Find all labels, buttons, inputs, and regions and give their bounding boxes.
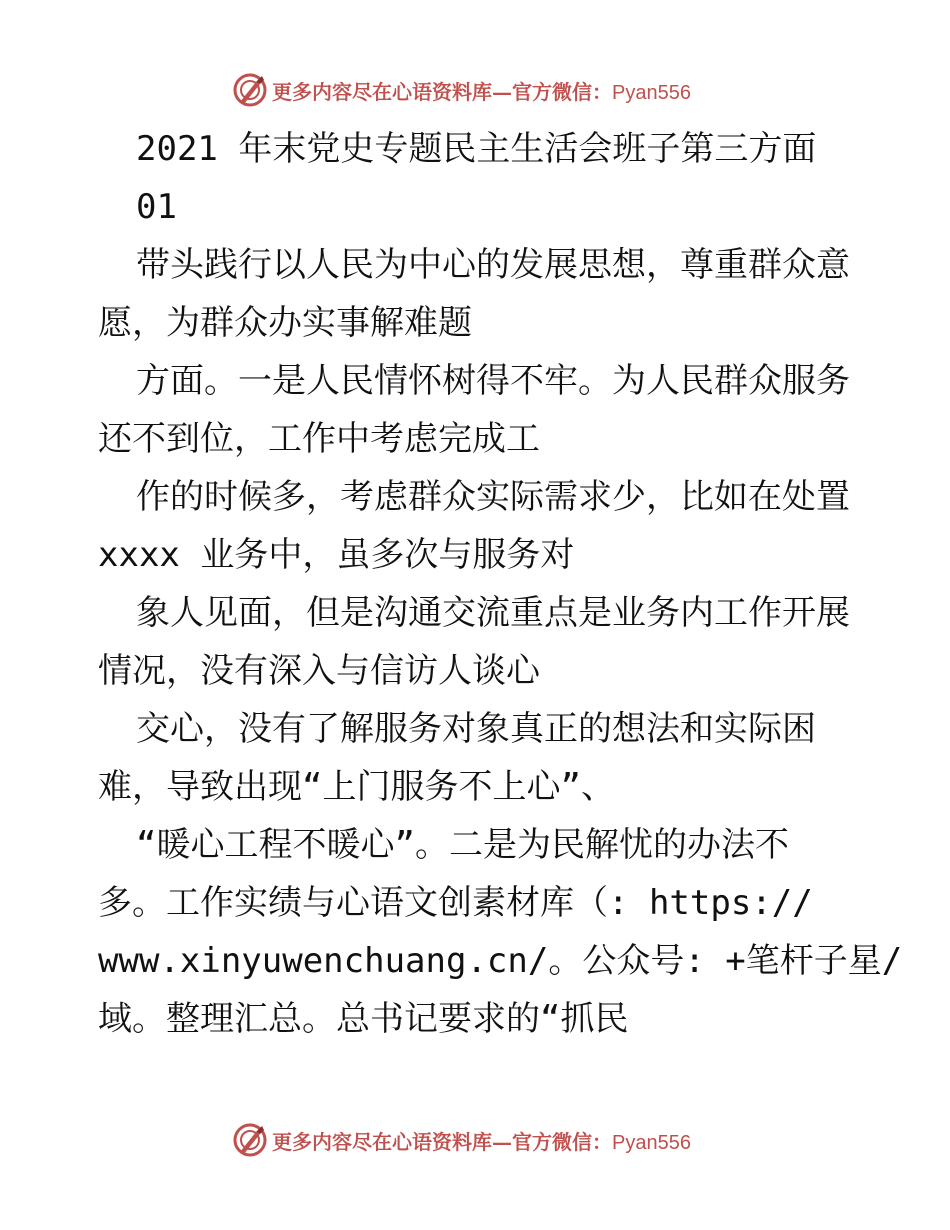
text-line: 域。整理汇总。总书记要求的“抓民	[98, 999, 629, 1039]
text-line: 带头践行以人民为中心的发展思想，尊重群众意	[136, 245, 850, 285]
footer-banner-label: 更多内容尽在心语资料库—官方微信：	[272, 1129, 612, 1154]
footer-banner-text	[272, 1126, 691, 1155]
text-line: 情况，没有深入与信访人谈心	[98, 651, 540, 691]
header-wechat-id: Pyan556	[612, 81, 691, 104]
text-line: 方面。一是人民情怀树得不牢。为人民群众服务	[136, 361, 850, 401]
document-body	[98, 120, 903, 1048]
pen-logo-icon	[232, 72, 268, 108]
header-banner-text	[272, 76, 691, 105]
text-line: 作的时候多，考虑群众实际需求少，比如在处置	[136, 477, 850, 517]
text-line: 交心，没有了解服务对象真正的想法和实际困	[136, 709, 816, 749]
text-line: “暖心工程不暖心”。二是为民解忧的办法不	[136, 825, 789, 865]
text-line: 愿，为群众办实事解难题	[98, 303, 472, 343]
header-banner-label: 更多内容尽在心语资料库—官方微信：	[272, 79, 612, 104]
text-line: xxxx 业务中，虽多次与服务对	[98, 535, 575, 575]
text-line: 2021 年末党史专题民主生活会班子第三方面	[136, 129, 817, 169]
text-line: 多。工作实绩与心语文创素材库（: https://	[98, 883, 813, 923]
text-line: 象人见面，但是沟通交流重点是业务内工作开展	[136, 593, 850, 633]
footer-wechat-id: Pyan556	[612, 1131, 691, 1154]
text-line: 难，导致出现“上门服务不上心”、	[98, 767, 615, 807]
footer-banner[interactable]	[232, 1120, 691, 1160]
pen-logo-icon	[232, 1122, 268, 1158]
text-line: 还不到位，工作中考虑完成工	[98, 419, 540, 459]
text-line: www.xinyuwenchuang.cn/。公众号: +笔杆子星/	[98, 941, 903, 981]
header-banner[interactable]	[232, 70, 691, 110]
text-line: 01	[136, 187, 177, 227]
